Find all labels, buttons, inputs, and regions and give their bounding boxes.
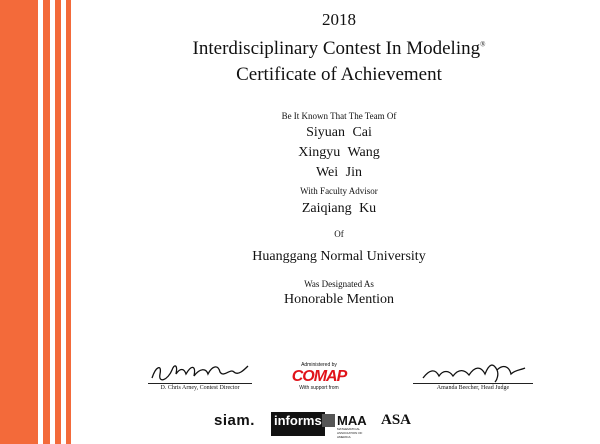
decorative-stripes [0,0,78,444]
team-member: Wei Jin [315,165,363,180]
signature-line [148,383,252,384]
director-signature [148,360,252,400]
signature-scribble [148,360,252,384]
asa-logo: ASA [381,412,412,428]
intro-text: Be It Known That The Team Of [281,111,397,121]
contest-name [78,38,600,60]
maa-logo [322,412,374,439]
stripe [43,0,50,444]
maa-subtext: MATHEMATICAL ASSOCIATION OF AMERICA [337,427,363,439]
administered-by-label: Administered by [301,362,337,368]
judge-caption: Amanda Beecher, Head Judge [436,385,510,391]
comap-block [287,362,351,404]
support-from-label: With support from [299,385,339,391]
signature-scribble [413,360,533,384]
comap-logo: COMAP [291,368,347,385]
certificate-year: 2018 [322,10,356,29]
university-name: Huanggang Normal University [252,249,426,264]
stripe [66,0,71,444]
signature-line [413,383,533,384]
maa-emblem-icon [322,414,335,427]
award-title: Honorable Mention [283,292,395,307]
designated-label: Was Designated As [304,279,374,289]
registered-mark: ® [480,40,486,49]
contest-name-text: Interdisciplinary Contest In Modeling [192,38,481,59]
director-caption: D. Chris Arney, Contest Director [160,385,240,391]
faculty-label: With Faculty Advisor [300,186,378,196]
team-member: Xingyu Wang [298,145,380,160]
team-member: Siyuan Cai [306,125,372,140]
faculty-advisor: Zaiqiang Ku [301,201,377,216]
of-label: Of [334,229,344,239]
stripe [0,0,38,444]
certificate-title: Certificate of Achievement [236,64,442,85]
siam-logo: siam. [214,412,255,429]
informs-logo: informs [271,412,325,436]
maa-text: MAA [337,413,367,428]
judge-signature [413,360,533,400]
stripe [55,0,61,444]
